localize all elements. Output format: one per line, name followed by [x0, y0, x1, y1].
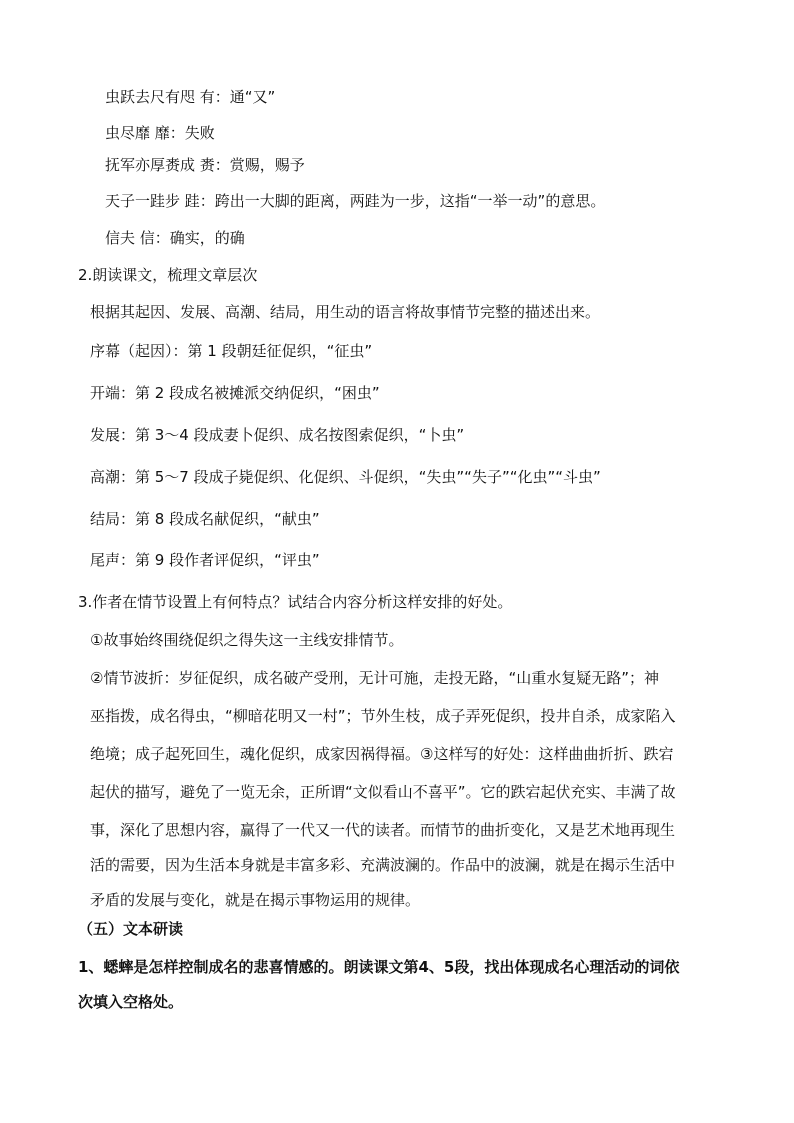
- stage-line: 开端：第 2 段成名被摊派交纳促织，“困虫”: [90, 384, 380, 402]
- stage-line: 发展：第 3～4 段成妻卜促织、成名按图索促织，“卜虫”: [90, 426, 465, 444]
- section-5-heading: （五）文本研读: [78, 920, 184, 938]
- stage-line: 尾声：第 9 段作者评促织，“评虫”: [90, 551, 320, 569]
- vocab-line: 抚军亦厚赉成 赉：赏赐，赐予: [105, 156, 305, 174]
- section-2-heading: 2.朗读课文，梳理文章层次: [78, 266, 258, 284]
- vocab-line: 虫跃去尺有咫 有：通“又”: [105, 88, 276, 106]
- section-2-intro: 根据其起因、发展、高潮、结局，用生动的语言将故事情节完整的描述出来。: [90, 303, 601, 321]
- question-1-line: 次填入空格处。: [78, 993, 184, 1011]
- vocab-line: 虫尽靡 靡：失败: [105, 124, 215, 142]
- stage-line: 结局：第 8 段成名献促织，“献虫”: [90, 510, 320, 528]
- vocab-line: 天子一跬步 跬：跨出一大脚的距离，两跬为一步，这指“一举一动”的意思。: [105, 192, 606, 210]
- stage-line: 序幕（起因）：第 1 段朝廷征促织，“征虫”: [90, 342, 373, 360]
- question-1-line: 1、蟋蟀是怎样控制成名的悲喜情感的。朗读课文第4、5段，找出体现成名心理活动的词依: [78, 958, 680, 976]
- vocab-line: 信夫 信：确实，的确: [105, 229, 245, 247]
- analysis-line: 巫指拨，成名得虫，“柳暗花明又一村”；节外生枝，成子弄死促织，投井自杀，成家陷入: [90, 707, 676, 725]
- analysis-line: 矛盾的发展与变化，就是在揭示事物运用的规律。: [90, 891, 421, 909]
- analysis-line: ②情节波折：岁征促织，成名破产受刑，无计可施，走投无路，“山重水复疑无路”；神: [90, 669, 659, 687]
- analysis-line: 绝境；成子起死回生，魂化促织，成家因祸得福。③这样写的好处：这样曲曲折折、跌宕: [90, 745, 674, 763]
- analysis-line: 事，深化了思想内容，赢得了一代又一代的读者。而情节的曲折变化，又是艺术地再现生: [90, 821, 676, 839]
- analysis-line: 起伏的描写，避免了一览无余，正所谓“文似看山不喜平”。它的跌宕起伏充实、丰满了故: [90, 783, 676, 801]
- section-3-point-1: ①故事始终围绕促织之得失这一主线安排情节。: [90, 631, 404, 649]
- section-3-heading: 3.作者在情节设置上有何特点？试结合内容分析这样安排的好处。: [78, 593, 513, 611]
- stage-line: 高潮：第 5～7 段成子毙促织、化促织、斗促织，“失虫”“失子”“化虫”“斗虫”: [90, 468, 601, 486]
- analysis-line: 活的需要，因为生活本身就是丰富多彩、充满波澜的。作品中的波澜，就是在揭示生活中: [90, 856, 676, 874]
